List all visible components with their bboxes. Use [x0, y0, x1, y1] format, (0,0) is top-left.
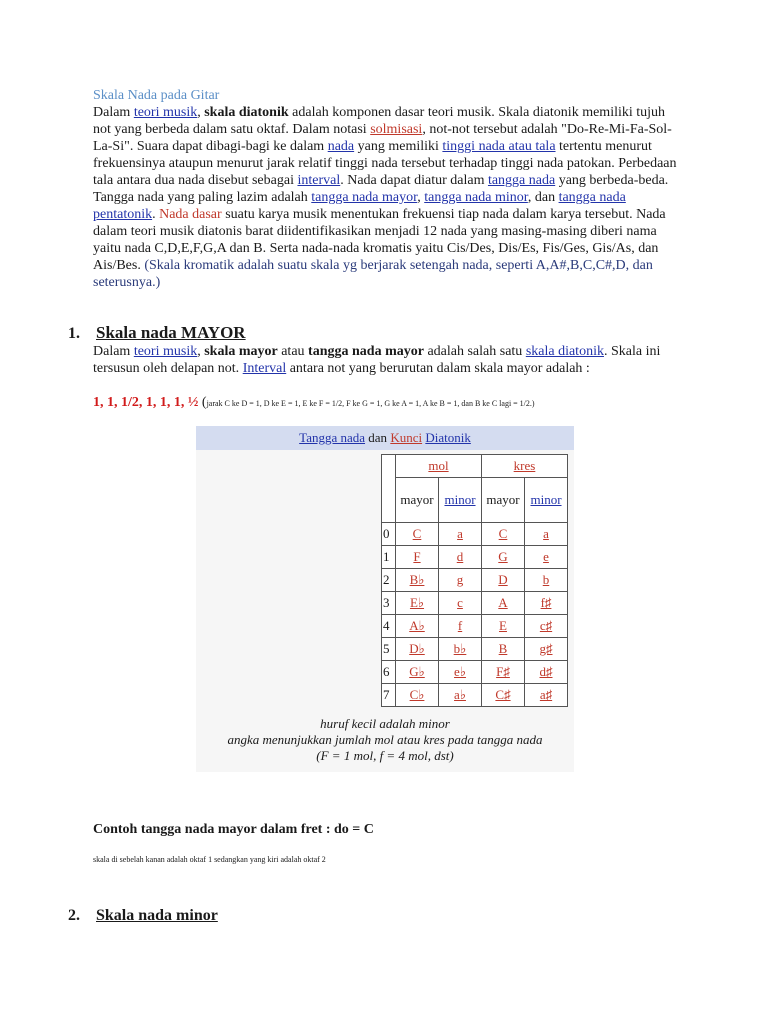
table-row [382, 592, 568, 615]
document-title: Skala Nada pada Gitar [93, 88, 220, 103]
table-row [382, 615, 568, 638]
link-key-kres-minor[interactable]: d♯ [539, 664, 553, 679]
link-key-mol-mayor[interactable]: F [413, 549, 421, 564]
row-index: 5 [382, 638, 396, 661]
intro-text: . [152, 207, 160, 222]
intro-text: Dalam [93, 105, 134, 120]
cell-kres-minor [525, 546, 568, 569]
intro-text: tertentu menurut frekuensinya ataupun menurut jarak relatif tinggi nada tersebut terhadap tinggi nada patokan. Perbedaan tala antara dua nada disebut sebagai [93, 139, 677, 188]
cell-kres-minor [525, 684, 568, 707]
term-skala-diatonik: skala diatonik [204, 105, 289, 120]
link-key-mol-mayor[interactable]: E♭ [409, 595, 425, 610]
cell-mol-minor [439, 661, 482, 684]
link-key-kres-mayor[interactable]: E [499, 618, 507, 633]
link-key-mol-mayor[interactable]: B♭ [409, 572, 425, 587]
cell-kres-minor [525, 661, 568, 684]
mayor-text: . Skala ini tersusun oleh delapan not. [93, 344, 661, 376]
link-tangga-nada-mayor[interactable]: tangga nada mayor [311, 190, 418, 205]
mayor-text: , [197, 344, 205, 359]
subhead-minor [525, 478, 568, 523]
link-minor[interactable]: minor [530, 492, 562, 507]
intro-text: yang berbeda-beda. Tangga nada yang paling lazim adalah [93, 173, 669, 205]
cell-mol-minor [439, 592, 482, 615]
row-index: 1 [382, 546, 396, 569]
cell-mol-mayor [396, 684, 439, 707]
mayor-text: adalah salah satu [423, 344, 526, 359]
link-key-kres-mayor[interactable]: D [498, 572, 508, 587]
link-tangga-nada-minor[interactable]: tangga nada minor [424, 190, 528, 205]
caption-line: (F = 1 mol, f = 4 mol, dst) [316, 748, 454, 763]
cell-kres-mayor [482, 638, 525, 661]
cell-kres-mayor [482, 684, 525, 707]
link-teori-musik-2[interactable]: teori musik [133, 344, 198, 359]
table-corner [382, 455, 396, 523]
kromatik-note: (Skala kromatik adalah suatu skala yg berjarak setengah nada, seperti A,A#,B,C,C#,D, dan seterusnya.) [93, 258, 653, 290]
caption-line: angka menunjukkan jumlah mol atau kres pada tangga nada [227, 732, 543, 747]
cell-mol-minor [439, 523, 482, 546]
fret-note: skala di sebelah kanan adalah oktaf 1 sedangkan yang kiri adalah oktaf 2 [93, 855, 326, 864]
diatonik-table [381, 454, 568, 707]
cell-mol-minor [439, 638, 482, 661]
cell-mol-mayor [396, 638, 439, 661]
link-key-kres-mayor[interactable]: C♯ [495, 687, 511, 702]
interval-note: jarak C ke D = 1, D ke E = 1, E ke F = 1/2, F ke G = 1, G ke A = 1, A ke B = 1, dan B ke C lagi = 1/2.) [206, 399, 535, 408]
section-number: 2. [68, 907, 80, 924]
cell-mol-mayor [396, 569, 439, 592]
cell-mol-minor [439, 615, 482, 638]
row-index: 3 [382, 592, 396, 615]
table-row [382, 546, 568, 569]
header-text: dan [365, 430, 391, 445]
table-row [382, 638, 568, 661]
cell-mol-mayor [396, 661, 439, 684]
row-index: 0 [382, 523, 396, 546]
row-index: 6 [382, 661, 396, 684]
link-key-kres-minor[interactable]: f♯ [540, 595, 552, 610]
subhead-mayor [482, 478, 525, 523]
link-interval[interactable]: interval [297, 173, 341, 188]
intro-paragraph [93, 104, 683, 291]
intro-text: , [197, 105, 205, 120]
paren-open: ( [198, 395, 207, 410]
link-tangga-nada[interactable]: tangga nada [487, 173, 556, 188]
link-key-kres-mayor[interactable]: C [498, 526, 508, 541]
intro-text: adalah komponen dasar teori musik. Skala diatonik memiliki tujuh not yang berbeda dalam satu oktaf. Dalam notasi [93, 105, 666, 137]
link-tinggi-nada[interactable]: tinggi nada atau tala [442, 139, 556, 154]
infobox-header [196, 426, 574, 450]
link-key-mol-mayor[interactable]: A♭ [409, 618, 425, 633]
table-row [382, 569, 568, 592]
link-key-mol-mayor[interactable]: D♭ [409, 641, 425, 656]
term-skala-mayor: skala mayor [204, 344, 278, 359]
term-tangga-nada-mayor: tangga nada mayor [308, 344, 424, 359]
row-index: 7 [382, 684, 396, 707]
intro-text: . Nada dapat diatur dalam [340, 173, 488, 188]
table-header-row [382, 455, 568, 478]
link-skala-diatonik[interactable]: skala diatonik [525, 344, 604, 359]
link-key-mol-mayor[interactable]: C [412, 526, 422, 541]
cell-kres-mayor [482, 615, 525, 638]
cell-mol-minor [439, 684, 482, 707]
cell-mol-minor [439, 546, 482, 569]
cell-mol-mayor [396, 546, 439, 569]
fret-heading: Contoh tangga nada mayor dalam fret : do = C [93, 822, 374, 837]
subhead-text: mayor [486, 492, 520, 507]
section-title: Skala nada MAYOR [96, 323, 246, 342]
table-row [382, 684, 568, 707]
cell-kres-minor [525, 615, 568, 638]
link-header-tangga-nada[interactable]: Tangga nada [299, 430, 366, 445]
mayor-paragraph [93, 343, 683, 377]
link-header-diatonik[interactable]: Diatonik [425, 430, 471, 445]
cell-mol-mayor [396, 615, 439, 638]
link-key-mol-minor[interactable]: a [457, 526, 463, 541]
cell-kres-mayor [482, 569, 525, 592]
table-row [382, 523, 568, 546]
interval-line [93, 394, 693, 412]
section-heading-mayor [68, 323, 246, 344]
cell-kres-minor [525, 592, 568, 615]
cell-kres-mayor [482, 523, 525, 546]
link-key-kres-minor[interactable]: c♯ [539, 618, 553, 633]
table-row [382, 661, 568, 684]
row-index: 4 [382, 615, 396, 638]
link-mol[interactable]: mol [428, 458, 449, 473]
intro-text: , not-not tersebut adalah "Do-Re-Mi-Fa-Sol-La-Si". Suara dapat dibagi-bagi ke dalam [93, 122, 672, 154]
link-teori-musik[interactable]: teori musik [133, 105, 198, 120]
subhead-minor [439, 478, 482, 523]
link-key-kres-minor[interactable]: b [542, 572, 550, 587]
link-key-kres-mayor[interactable]: F♯ [496, 664, 510, 679]
link-key-kres-minor[interactable]: a [543, 526, 549, 541]
mayor-text: antara not yang berurutan dalam skala mayor adalah : [286, 361, 590, 376]
cell-kres-minor [525, 569, 568, 592]
col-kres [482, 455, 568, 478]
caption-line: huruf kecil adalah minor [320, 716, 450, 731]
intro-text: , dan [527, 190, 559, 205]
link-key-kres-mayor[interactable]: B [498, 641, 508, 656]
infobox-caption [196, 716, 574, 764]
link-key-kres-mayor[interactable]: G [498, 549, 508, 564]
table-subheader-row [382, 478, 568, 523]
link-key-mol-minor[interactable]: b♭ [453, 641, 467, 656]
section-heading-minor [68, 906, 218, 926]
cell-kres-mayor [482, 661, 525, 684]
link-header-kunci[interactable]: Kunci [390, 430, 423, 445]
link-key-mol-minor[interactable]: d [456, 549, 464, 564]
link-key-kres-mayor[interactable]: A [498, 595, 508, 610]
section-number: 1. [68, 325, 80, 342]
diatonik-infobox [196, 426, 574, 772]
link-key-mol-mayor[interactable]: G♭ [409, 664, 425, 679]
cell-kres-mayor [482, 592, 525, 615]
interval-values: 1, 1, 1/2, 1, 1, 1, ½ [93, 395, 199, 410]
cell-kres-mayor [482, 546, 525, 569]
link-key-kres-minor[interactable]: g♯ [539, 641, 553, 656]
cell-kres-minor [525, 523, 568, 546]
mayor-text: Dalam [93, 344, 134, 359]
link-key-kres-minor[interactable]: a♯ [539, 687, 553, 702]
link-kres[interactable]: kres [513, 458, 536, 473]
col-mol [396, 455, 482, 478]
link-solmisasi[interactable]: solmisasi [370, 122, 423, 137]
link-tangga-nada-pentatonik[interactable]: tangga nada pentatonik [93, 190, 626, 222]
intro-text: , [417, 190, 425, 205]
cell-mol-mayor [396, 592, 439, 615]
link-key-mol-minor[interactable]: c [457, 595, 463, 610]
link-key-kres-minor[interactable]: e [543, 549, 549, 564]
link-key-mol-minor[interactable]: f [457, 618, 463, 633]
link-interval-2[interactable]: Interval [242, 361, 287, 376]
row-index: 2 [382, 569, 396, 592]
link-nada[interactable]: nada [327, 139, 355, 154]
intro-text: yang memiliki [354, 139, 443, 154]
subhead-mayor [396, 478, 439, 523]
cell-kres-minor [525, 638, 568, 661]
link-key-mol-mayor[interactable]: C♭ [409, 687, 425, 702]
intro-text: suatu karya musik menentukan frekuensi tiap nada dalam karya tersebut. Nada dalam teori musik diatonis barat diidentifikasikan menjadi 12 nada yang masing-masing diberi nama yaitu nada C,D,E,F,G,A dan B. Serta nada-nada kromatis yaitu Cis/Des, Dis/Es, Fis/Ges, Gis/As, dan Ais/Bes. [93, 207, 666, 273]
link-key-mol-minor[interactable]: a♭ [454, 687, 466, 702]
cell-mol-mayor [396, 523, 439, 546]
subhead-text: mayor [400, 492, 434, 507]
section-title: Skala nada minor [96, 907, 218, 924]
link-key-mol-minor[interactable]: e♭ [454, 664, 466, 679]
link-nada-dasar[interactable]: Nada dasar [159, 207, 222, 222]
mayor-text: atau [277, 344, 309, 359]
cell-mol-minor [439, 569, 482, 592]
link-key-mol-minor[interactable]: g [456, 572, 464, 587]
link-minor[interactable]: minor [444, 492, 476, 507]
